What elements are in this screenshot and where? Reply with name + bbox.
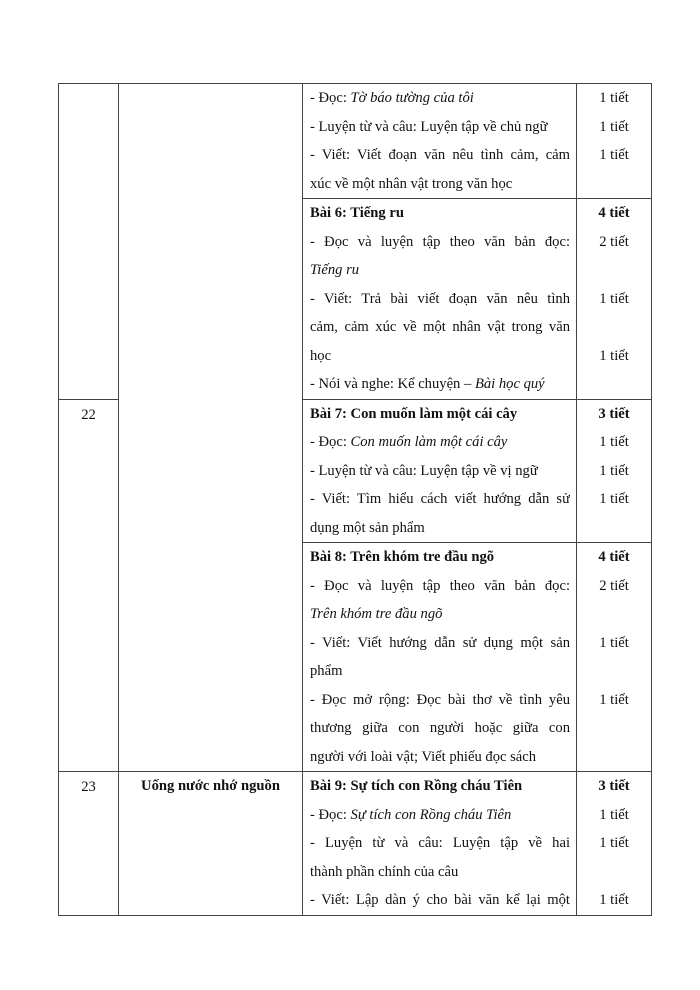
list-item-continued: Trên khóm tre đầu ngõ	[310, 606, 443, 622]
lesson-title: Bài 6: Tiếng ru	[310, 205, 404, 221]
list-item: - Luyện từ và câu: Luyện tập về vị ngữ	[310, 462, 538, 479]
unit-title: Uống nước nhớ nguồn	[141, 778, 280, 794]
list-item-continued: học	[310, 347, 332, 364]
list-item: - Luyện từ và câu: Luyện tập về chủ ngữ	[310, 118, 548, 135]
lesson-content-cell	[303, 84, 577, 199]
list-item: - Nói và nghe: Kể chuyện – Bài học quý	[310, 376, 545, 392]
list-item: - Viết: Viết hướng dẫn sử dụng một sản	[310, 634, 570, 651]
week-cell: 23	[59, 772, 119, 916]
periods-cell: 3 tiết 1 tiết 1 tiết 1 tiết	[577, 399, 652, 543]
list-item: - Luyện từ và câu: Luyện tập về hai	[310, 835, 570, 851]
periods-cell: 4 tiết 2 tiết 1 tiết 1 tiết	[577, 543, 652, 772]
list-item-continued: xúc về một nhân vật trong văn học	[310, 175, 513, 192]
lesson-title: Bài 7: Con muốn làm một cái cây	[310, 405, 518, 422]
list-item-continued: Tiếng ru	[310, 262, 360, 278]
lesson-content-cell	[303, 199, 577, 400]
list-item-continued: cảm, cảm xúc về một nhân vật trong văn	[310, 319, 570, 335]
list-item: - Viết: Lập dàn ý cho bài văn kể lại một	[310, 892, 570, 908]
lesson-content-cell	[303, 772, 577, 916]
list-item-continued: dụng một sản phẩm	[310, 519, 425, 536]
unit-cell	[119, 84, 303, 772]
periods-cell: 3 tiết 1 tiết 1 tiết 1 tiết	[577, 772, 652, 916]
lesson-content-cell	[303, 543, 577, 772]
list-item: - Viết: Tìm hiểu cách viết hướng dẫn sử	[310, 491, 570, 507]
unit-cell	[119, 772, 303, 916]
list-item-continued: người với loài vật; Viết phiếu đọc sách	[310, 748, 537, 765]
table-row	[59, 772, 652, 916]
week-cell	[59, 84, 119, 400]
lesson-title: Bài 9: Sự tích con Rồng cháu Tiên	[310, 778, 523, 794]
periods-cell: 1 tiết 1 tiết 1 tiết	[577, 84, 652, 199]
lesson-content-cell	[303, 399, 577, 543]
list-item-continued: thương giữa con người hoặc giữa con	[310, 720, 570, 736]
lesson-plan-table	[58, 83, 652, 916]
table-row	[59, 84, 652, 199]
lesson-title: Bài 8: Trên khóm tre đầu ngõ	[310, 549, 495, 565]
list-item: - Đọc mở rộng: Đọc bài thơ về tình yêu	[310, 691, 570, 708]
list-item: - Đọc và luyện tập theo văn bản đọc:	[310, 233, 570, 250]
list-item: - Viết: Trả bài viết đoạn văn nêu tình	[310, 290, 570, 307]
week-cell: 22	[59, 399, 119, 772]
list-item-continued: phẩm	[310, 663, 343, 679]
list-item: - Đọc và luyện tập theo văn bản đọc:	[310, 577, 570, 594]
periods-cell: 4 tiết 2 tiết 1 tiết 1 tiết	[577, 199, 652, 400]
list-item-continued: thành phần chính của câu	[310, 863, 459, 880]
list-item: - Viết: Viết đoạn văn nêu tình cảm, cảm	[310, 147, 570, 163]
list-item: - Đọc: Tờ báo tường của tôi	[310, 90, 474, 106]
list-item: - Đọc: Con muốn làm một cái cây	[310, 434, 508, 450]
list-item: - Đọc: Sự tích con Rồng cháu Tiên	[310, 806, 512, 823]
